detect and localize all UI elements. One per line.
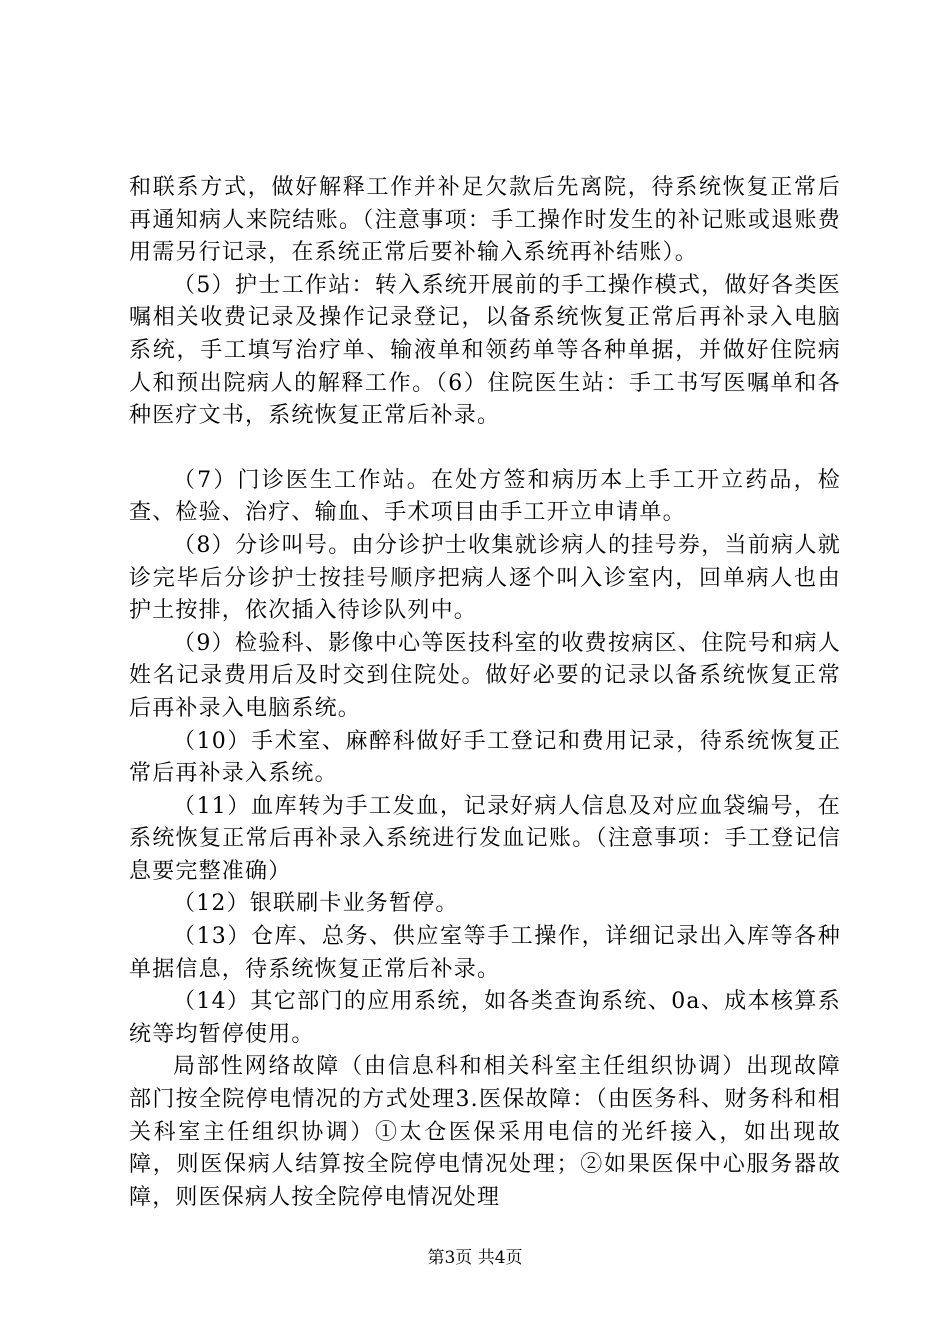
- paragraph-item-10: （10）手术室、麻醉科做好手工登记和费用记录，待系统恢复正常后再补录入系统。: [129, 728, 841, 787]
- paragraph-item-11: （11）血库转为手工发血，记录好病人信息及对应血袋编号，在系统恢复正常后再补录入系统进行发血记账。（注意事项：手工登记信息要完整准确）: [129, 793, 841, 884]
- paragraph-continuation: 和联系方式，做好解释工作并补足欠款后先离院，待系统恢复正常后再通知病人来院结账。（注意事项：手工操作时发生的补记账或退账费用需另行记录，在系统正常后要补输入系统再补结账）。: [129, 175, 841, 266]
- paragraph-network-fault: 局部性网络故障（由信息科和相关科室主任组织协调）出现故障部门按全院停电情况的方式处理3.医保故障：（由医务科、财务科和相关科室主任组织协调）①太仓医保采用电信的光纤接入，如出现故障，则医保病人结算按全院停电情况处理；②如果医保中心服务器故障，则医保病人按全院停电情况处理: [129, 1054, 841, 1210]
- paragraph-item-7: （7）门诊医生工作站。在处方签和病历本上手工开立药品，检查、检验、治疗、输血、手术项目由手工开立申请单。: [129, 467, 841, 526]
- paragraph-item-13: （13）仓库、总务、供应室等手工操作，详细记录出入库等各种单据信息，待系统恢复正常后补录。: [129, 924, 841, 982]
- page-number-label: 第3页 共4页: [427, 1248, 523, 1268]
- paragraph-item-12: （12）银联刷卡业务暂停。: [173, 891, 459, 917]
- paragraph-item-5: （5）护士工作站：转入系统开展前的手工操作模式，做好各类医嘱相关收费记录及操作记录登记，以备系统恢复正常后再补录入电脑系统，手工填写治疗单、输液单和领药单等各种单据，并做好住院病人和预出院病人的解释工作。（6）住院医生站：手工书写医嘱单和各种医疗文书，系统恢复正常后补录。: [129, 272, 841, 429]
- page-footer: [0, 1243, 950, 1268]
- document-body: [129, 172, 841, 1214]
- paragraph-item-8: （8）分诊叫号。由分诊护士收集就诊病人的挂号券，当前病人就诊完毕后分诊护士按挂号顺序把病人逐个叫入诊室内，回单病人也由护土按排，依次插入待诊队列中。: [129, 532, 841, 624]
- paragraph-item-9: （9）检验科、影像中心等医技科室的收费按病区、住院号和病人姓名记录费用后及时交到住院处。做好必要的记录以备系统恢复正常后再补录入电脑系统。: [129, 630, 841, 721]
- paragraph-item-14: （14）其它部门的应用系统，如各类查询系统、0a、成本核算系统等均暂停使用。: [129, 989, 841, 1047]
